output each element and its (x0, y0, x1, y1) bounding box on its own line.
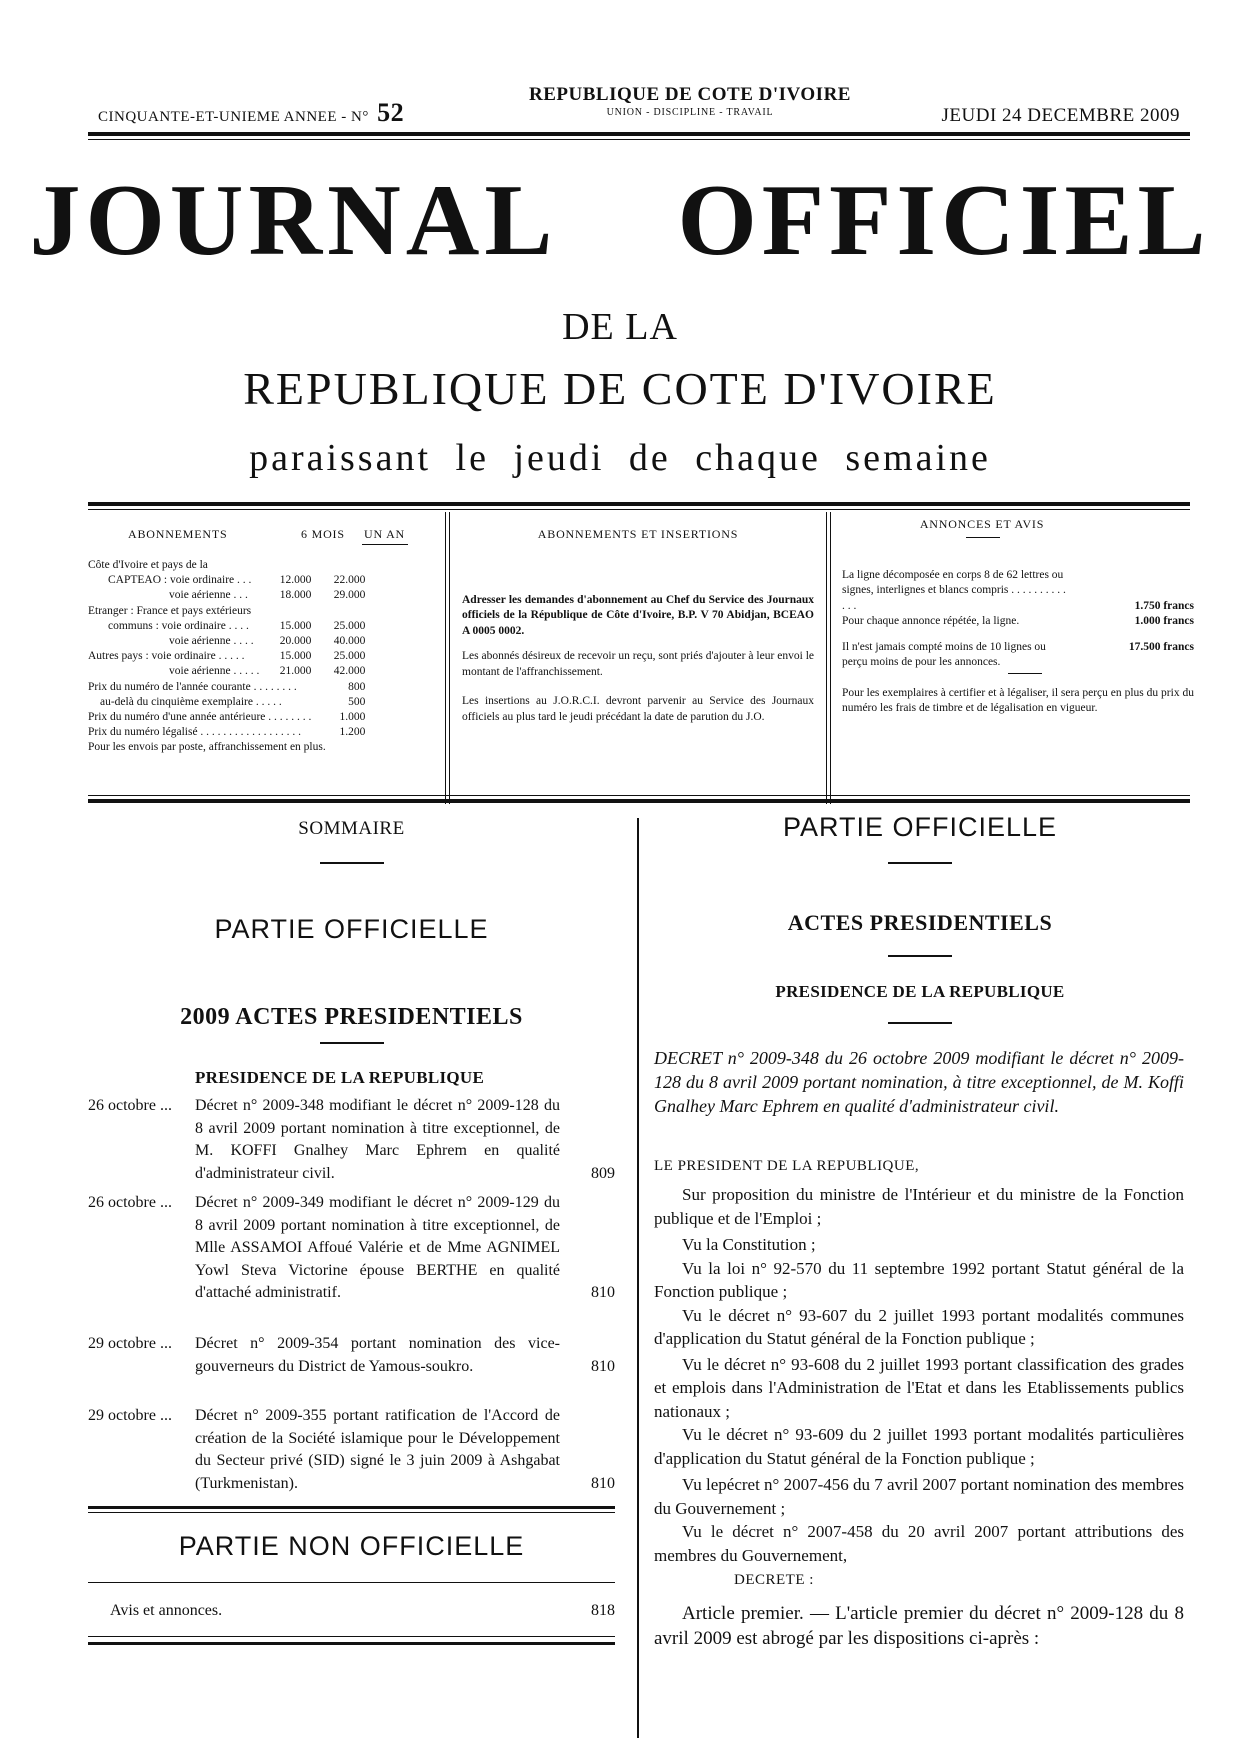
insertions-box (462, 515, 814, 800)
row-label: Prix du numéro d'une année antérieure . . . . . . . . (88, 711, 312, 724)
box-divider-3 (826, 512, 828, 804)
annonces-line-3: Il n'est jamais compté moins de 10 lignes ou perçu moins de pour les annonces. 17.500 francs (842, 640, 1194, 668)
box-divider-1 (445, 512, 447, 804)
title-word-journal: JOURNAL (29, 164, 558, 277)
considerant-1: Sur proposition du ministre de l'Intérieur et du ministre de la Fonction publique et de l'Emploi ; (654, 1185, 1184, 1228)
republic-header (480, 84, 900, 118)
header-rule-thick (88, 132, 1190, 136)
row-label: au-delà du cinquième exemplaire . . . . . (100, 695, 282, 708)
decree-title: DECRET n° 2009-348 du 26 octobre 2009 modifiant le décret n° 2009-128 du 8 avril 2009 portant nomination, à titre exceptionnel, de M. Koffi Gnalhey Marc Ephrem en qualité d'administrateur civil. (654, 1048, 1184, 1116)
considerant-4: Vu le décret n° 93-607 du 2 juillet 1993 portant modalités communes d'application du Statut général de la Fonction publique ; (654, 1305, 1184, 1348)
table-row: Prix du numéro légalisé . . . . . . . . . . . . . . . . . . 1.200 (88, 725, 365, 740)
avis-page: 818 (591, 1602, 615, 1619)
main-presidence: PRESIDENCE DE LA REPUBLIQUE (775, 982, 1065, 1001)
considerant-8: Vu le décret n° 2007-458 du 20 avril 2007 portant attributions des membres du Gouvernement, (654, 1522, 1184, 1565)
col-un-an: UN AN (364, 527, 406, 541)
main-rule-2 (888, 955, 952, 957)
table-row: voie aérienne . . . . . 21.000 42.000 (88, 664, 365, 679)
sommaire-rule (320, 862, 384, 864)
subscription-table (88, 558, 365, 740)
issue-date: JEUDI 24 DECEMBRE 2009 (941, 105, 1180, 126)
sommaire-bottom-rule-thin (88, 1636, 615, 1637)
annonces-line-1: La ligne décomposée en corps 8 de 62 lettres ou signes, interlignes et blancs compris . . . . . . . . . . . . . 1.750 francs (842, 568, 1194, 615)
toc-date: 29 octobre ... (88, 1335, 172, 1352)
actes-rule (320, 1042, 384, 1044)
considerant-2: Vu la Constitution ; (682, 1235, 816, 1254)
toc-text: Décret n° 2009-355 portant ratification de l'Accord de création de la Société islamique pour le Développement du Secteur privé (SID) signé le 3 juin 2009 à Ashgabat (Turkmenistan). (195, 1407, 560, 1492)
table-row: Prix du numéro de l'année courante . . . . . . . . 800 (88, 680, 365, 695)
subtitle-periodicity: paraissant le jeudi de chaque semaine (249, 437, 991, 479)
row-label: voie aérienne . . . (169, 589, 248, 602)
row-label: Prix du numéro légalisé . . . . . . . . . . . . . . . . . . (88, 726, 302, 739)
annonces-price-3: 17.500 francs (1128, 640, 1194, 653)
annonces-box (842, 515, 1194, 800)
insertions-para-1: Adresser les demandes d'abonnement au Chef du Service des Journaux officiels de la République de Côte d'Ivoire, B.P. V 70 Abidjan, BCEAO A 0005 0002. (462, 593, 814, 637)
annonces-price-2: 1.000 francs (1134, 615, 1194, 627)
row-label: Côte d'Ivoire et pays de la (88, 559, 208, 571)
avis-entry[interactable] (110, 1602, 615, 1620)
edition-year: CINQUANTE-ET-UNIEME ANNEE - N° (98, 109, 369, 125)
sommaire-actes-heading: 2009 ACTES PRESIDENTIELS (180, 1004, 523, 1030)
row-label: voie aérienne . . . . (169, 635, 254, 648)
col-underline (362, 544, 408, 545)
main-rule-3 (888, 1022, 952, 1024)
column-divider (637, 818, 639, 1738)
subtitle-de-la: DE LA (562, 306, 678, 348)
table-row: Prix du numéro d'une année antérieure . . . . . . . . 1.000 (88, 710, 365, 725)
row-label: Autres pays : voie ordinaire . . . . . (88, 650, 245, 663)
considerant-6: Vu le décret n° 93-609 du 2 juillet 1993 portant modalités particulières d'application du Statut général de la Fonction publique ; (654, 1425, 1184, 1468)
abonnements-footer: Pour les envois par poste, affranchissement en plus. (88, 741, 326, 754)
sommaire-partie-non-officielle: PARTIE NON OFFICIELLE (178, 1531, 525, 1561)
table-row: Autres pays : voie ordinaire . . . . . 15.000 25.000 (88, 649, 365, 664)
toc-page: 810 (591, 1284, 615, 1301)
toc-page: 809 (591, 1164, 615, 1182)
row-label: Prix du numéro de l'année courante . . . . . . . . (88, 680, 297, 693)
box-divider-2 (449, 512, 451, 804)
journal-title (0, 164, 1240, 277)
sommaire-bottom-rule-thick (88, 1642, 615, 1645)
toc-page: 810 (591, 1474, 615, 1492)
toc-entry-3[interactable] (88, 1333, 615, 1378)
toc-text: Décret n° 2009-348 modifiant le décret n° 2009-128 du 8 avril 2009 portant nomination à titre exceptionnel, de M. KOFFI Gnalhey Marc Ephrem en qualité d'administrateur civil. (195, 1097, 560, 1182)
republic-name: REPUBLIQUE DE COTE D'IVOIRE (529, 84, 851, 105)
main-partie-officielle: PARTIE OFFICIELLE (782, 812, 1058, 842)
toc-entry-4[interactable] (88, 1405, 615, 1495)
subtitle-republic: REPUBLIQUE DE COTE D'IVOIRE (243, 363, 997, 414)
main-actes-heading: ACTES PRESIDENTIELS (787, 910, 1053, 935)
non-officielle-rule-thin (88, 1512, 615, 1513)
president-line: LE PRESIDENT DE LA REPUBLIQUE, (654, 1158, 920, 1174)
decrete-label: DECRETE : (734, 1572, 814, 1588)
annonces-heading: ANNONCES ET AVIS (919, 517, 1045, 531)
annonces-price-1: 1.750 francs (1134, 599, 1194, 612)
toc-entry-1[interactable] (88, 1095, 615, 1185)
col-6mois: 6 MOIS (301, 527, 345, 541)
toc-date: 26 octobre ... (88, 1097, 172, 1114)
considerant-5: Vu le décret n° 93-608 du 2 juillet 1993 portant classification des grades et emplois dans l'Administration de l'Etat et dans les Etablissements publics nationaux ; (654, 1354, 1184, 1421)
box-bottom-rule-thick (88, 799, 1190, 803)
table-row (88, 604, 365, 619)
main-rule-1 (888, 862, 952, 864)
insertions-para-2: Les abonnés désireux de recevoir un reçu, sont priés d'ajouter à leur envoi le montant de l'affranchissement. (462, 650, 814, 678)
annonces-line-2: Pour chaque annonce répétée, la ligne. 1.000 francs (842, 614, 1194, 630)
table-row: au-delà du cinquième exemplaire . . . . . 500 (88, 695, 365, 710)
toc-entry-2[interactable] (88, 1192, 615, 1305)
abonnements-box (88, 515, 438, 800)
avis-rule (88, 1582, 615, 1583)
toc-text: Décret n° 2009-354 portant nomination des vice-gouverneurs du District de Yamous-soukro. (195, 1335, 560, 1375)
table-row (88, 558, 365, 573)
considerant-7: Vu lepécret n° 2007-456 du 7 avril 2007 portant nomination des membres du Gouvernement ; (654, 1475, 1184, 1518)
insertions-heading: ABONNEMENTS ET INSERTIONS (537, 527, 739, 541)
toc-text: Décret n° 2009-349 modifiant le décret n° 2009-129 du 8 avril 2009 portant nomination à titre exceptionnel, de Mlle ASSAMOI Affoué Valérie et de Mme AGNIMEL Yowl Steva Victorine épouse BERTHE en qualité d'attaché administratif. (195, 1194, 560, 1301)
table-row: voie aérienne . . . . 20.000 40.000 (88, 634, 365, 649)
toc-page: 810 (591, 1357, 615, 1375)
row-label: voie aérienne . . . . . (169, 665, 260, 678)
row-label: CAPTEAO : voie ordinaire . . . (108, 574, 252, 587)
issue-number: 52 (377, 98, 405, 127)
table-row: voie aérienne . . . 18.000 29.000 (88, 588, 365, 603)
box-top-rule-thick (88, 502, 1190, 506)
sommaire-partie-officielle: PARTIE OFFICIELLE (214, 914, 489, 944)
decree-body (654, 1183, 1184, 1651)
non-officielle-rule-thick (88, 1506, 615, 1509)
article-premier: Article premier. — L'article premier du décret n° 2009-128 du 8 avril 2009 est abrogé par les dispositions ci-après : (654, 1602, 1184, 1649)
insertions-para-3: Les insertions au J.O.R.C.I. devront parvenir au Service des Journaux officiels au plus tard le jeudi précédant la date de parution du J.O. (462, 695, 814, 723)
title-word-officiel: OFFICIEL (677, 164, 1211, 277)
sommaire-presidence: PRESIDENCE DE LA REPUBLIQUE (195, 1068, 485, 1087)
annonces-para: Pour les exemplaires à certifier et à légaliser, il sera perçu en plus du prix du numéro les frais de timbre et de légalisation en vigueur. (842, 686, 1194, 714)
row-label: Etranger : France et pays extérieurs (88, 604, 252, 617)
sommaire-heading: SOMMAIRE (298, 818, 405, 839)
national-motto: UNION - DISCIPLINE - TRAVAIL (606, 107, 774, 118)
row-label: communs : voie ordinaire . . . . (108, 619, 249, 632)
toc-date: 26 octobre ... (88, 1194, 172, 1211)
edition-line (98, 98, 404, 128)
abonnements-heading: ABONNEMENTS (128, 527, 228, 541)
considerant-3: Vu la loi n° 92-570 du 11 septembre 1992 portant Statut général de la Fonction publique ; (654, 1258, 1184, 1301)
box-bottom-rule-thin (88, 795, 1190, 796)
table-row: communs : voie ordinaire . . . . 15.000 25.000 (88, 619, 365, 634)
header-rule-thin (88, 139, 1190, 140)
table-row: CAPTEAO : voie ordinaire . . . 12.000 22.000 (88, 573, 365, 588)
box-top-rule-thin (88, 509, 1190, 510)
box-divider-4 (830, 512, 832, 804)
avis-label: Avis et annonces. (110, 1602, 223, 1619)
toc-date: 29 octobre ... (88, 1407, 172, 1424)
